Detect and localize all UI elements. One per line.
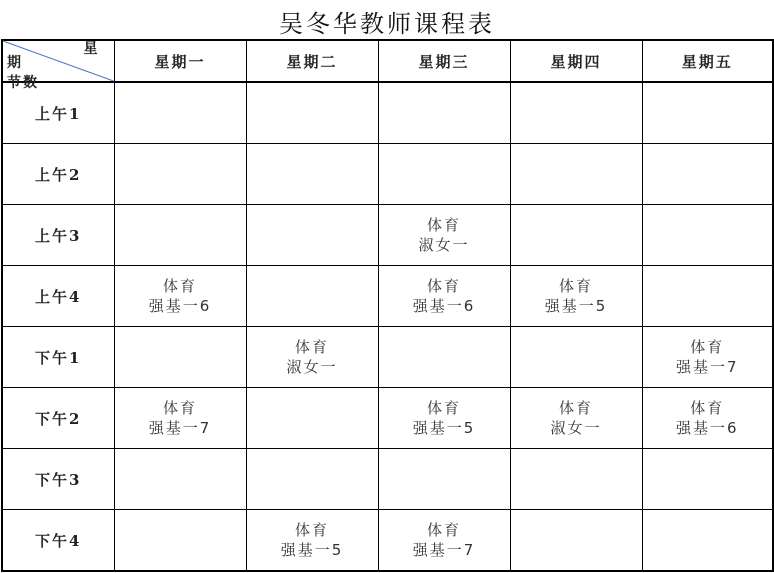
schedule-cell xyxy=(246,82,378,144)
course-name: 体育 xyxy=(162,277,197,295)
table-row xyxy=(2,449,773,510)
day-header-thu: 星期四 xyxy=(510,40,642,82)
table-row xyxy=(2,510,773,572)
schedule-cell xyxy=(378,144,510,205)
schedule-cell xyxy=(642,205,773,266)
schedule-table xyxy=(1,39,774,572)
class-name: 淑女一 xyxy=(550,419,602,437)
course-name: 体育 xyxy=(558,399,593,417)
schedule-cell xyxy=(378,510,510,572)
schedule-cell xyxy=(114,82,246,144)
schedule-cell xyxy=(642,449,773,510)
schedule-cell xyxy=(510,266,642,327)
day-header-fri: 星期五 xyxy=(642,40,773,82)
schedule-cell xyxy=(246,205,378,266)
class-name: 淑女一 xyxy=(286,358,338,376)
class-name: 强基一6 xyxy=(675,419,739,437)
schedule-cell xyxy=(114,327,246,388)
class-name: 强基一7 xyxy=(148,419,212,437)
class-name: 强基一5 xyxy=(280,541,344,559)
period-label: 下午3 xyxy=(2,449,114,510)
class-name: 强基一7 xyxy=(675,358,739,376)
table-row xyxy=(2,144,773,205)
course-name: 体育 xyxy=(558,277,593,295)
course-name: 体育 xyxy=(162,399,197,417)
schedule-cell xyxy=(246,510,378,572)
schedule-cell xyxy=(378,449,510,510)
day-header-mon: 星期一 xyxy=(114,40,246,82)
schedule-cell xyxy=(246,449,378,510)
period-label: 上午3 xyxy=(2,205,114,266)
period-label: 下午2 xyxy=(2,388,114,449)
course-name: 体育 xyxy=(690,399,725,417)
table-row xyxy=(2,266,773,327)
period-label: 上午1 xyxy=(2,82,114,144)
schedule-cell xyxy=(510,510,642,572)
schedule-cell xyxy=(378,327,510,388)
day-header-tue: 星期二 xyxy=(246,40,378,82)
schedule-cell xyxy=(642,82,773,144)
schedule-cell xyxy=(378,205,510,266)
schedule-cell xyxy=(114,388,246,449)
schedule-cell xyxy=(510,327,642,388)
schedule-cell xyxy=(642,266,773,327)
schedule-cell xyxy=(114,510,246,572)
table-row xyxy=(2,205,773,266)
class-name: 强基一5 xyxy=(544,297,608,315)
schedule-cell xyxy=(114,144,246,205)
class-name: 强基一5 xyxy=(412,419,476,437)
corner-label-line1: 期 xyxy=(7,55,23,71)
class-name: 强基一6 xyxy=(412,297,476,315)
schedule-cell xyxy=(642,388,773,449)
course-name: 体育 xyxy=(426,277,461,295)
table-row xyxy=(2,327,773,388)
schedule-cell xyxy=(510,205,642,266)
schedule-cell xyxy=(642,510,773,572)
schedule-cell xyxy=(246,266,378,327)
schedule-cell xyxy=(114,266,246,327)
schedule-cell xyxy=(246,327,378,388)
day-header-wed: 星期三 xyxy=(378,40,510,82)
table-row xyxy=(2,388,773,449)
course-name: 体育 xyxy=(426,399,461,417)
course-name: 体育 xyxy=(690,338,725,356)
schedule-cell xyxy=(642,327,773,388)
corner-label-line2: 节数 xyxy=(7,75,39,91)
corner-label-top: 星 xyxy=(83,41,100,57)
schedule-cell xyxy=(510,388,642,449)
course-name: 体育 xyxy=(294,338,329,356)
schedule-cell xyxy=(378,266,510,327)
corner-header-cell xyxy=(2,40,114,91)
period-label: 下午4 xyxy=(2,510,114,572)
table-row xyxy=(2,82,773,144)
course-name: 体育 xyxy=(294,521,329,539)
class-name: 强基一7 xyxy=(412,541,476,559)
period-label: 上午2 xyxy=(2,144,114,205)
schedule-cell xyxy=(642,144,773,205)
period-label: 上午4 xyxy=(2,266,114,327)
header-row xyxy=(2,40,773,82)
period-label: 下午1 xyxy=(2,327,114,388)
schedule-cell xyxy=(378,388,510,449)
corner-label-bottom xyxy=(7,53,39,93)
schedule-cell xyxy=(114,205,246,266)
page-title: 吴冬华教师课程表 xyxy=(279,10,495,38)
schedule-cell xyxy=(246,388,378,449)
schedule-cell xyxy=(510,82,642,144)
course-name: 体育 xyxy=(426,216,461,234)
schedule-cell xyxy=(246,144,378,205)
schedule-cell xyxy=(510,144,642,205)
class-name: 强基一6 xyxy=(148,297,212,315)
schedule-cell xyxy=(510,449,642,510)
schedule-cell xyxy=(378,82,510,144)
course-name: 体育 xyxy=(426,521,461,539)
class-name: 淑女一 xyxy=(418,236,470,254)
schedule-cell xyxy=(114,449,246,510)
